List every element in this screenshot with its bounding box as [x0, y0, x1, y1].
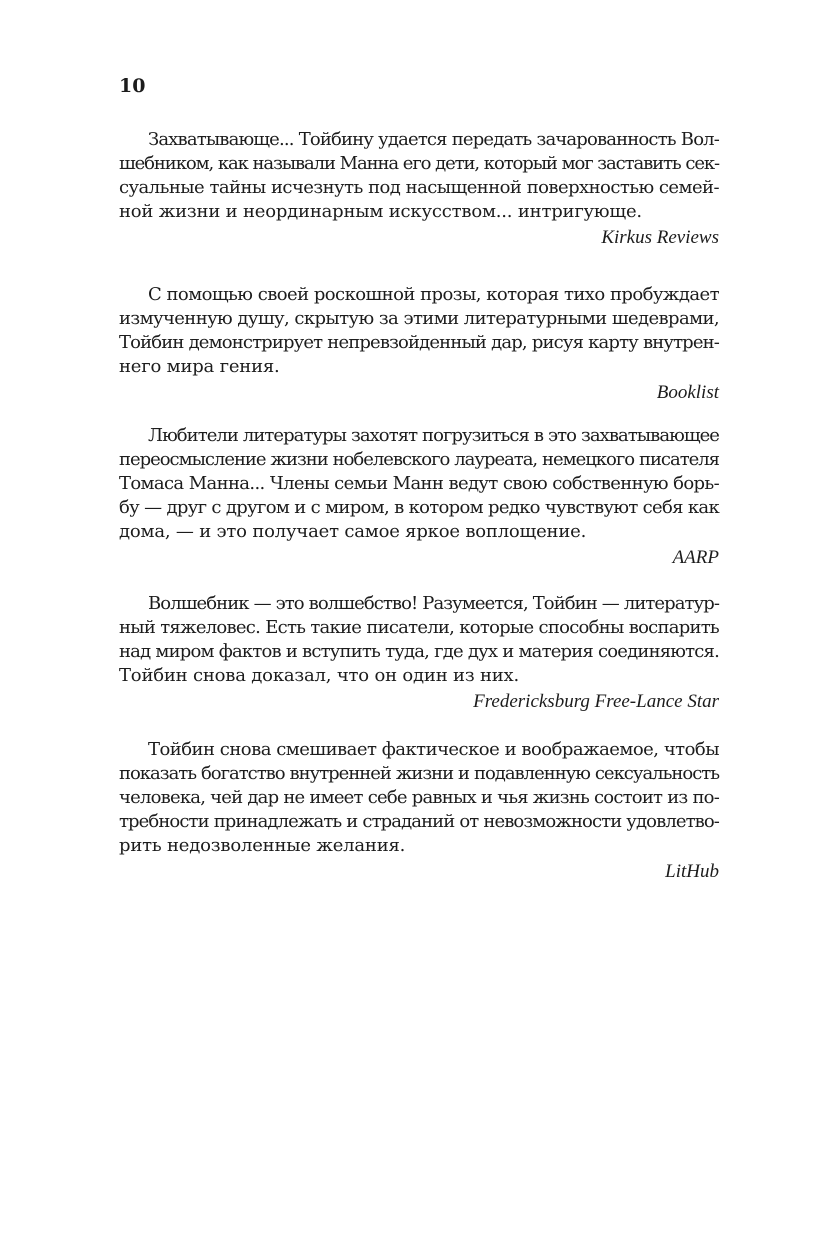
review-line: измученную душу, скрытую за этими литературными шедеврами,: [119, 308, 719, 329]
review-line: человека, чей дар не имеет себе равных и чья жизнь состоит из по-: [119, 787, 719, 808]
review-block-booklist: [119, 283, 719, 405]
review-line: суальные тайны исчезнуть под насыщенной поверхностью семей-: [119, 177, 719, 198]
review-line: Тойбин снова доказал, что он один из них.: [119, 665, 520, 686]
page-number: 10: [119, 75, 146, 97]
review-line: Любители литературы захотят погрузиться в это захватывающее: [148, 425, 719, 446]
review-source: Fredericksburg Free-Lance Star: [473, 691, 719, 712]
review-line: него мира гения.: [119, 356, 280, 377]
review-line: требности принадлежать и страданий от невозможности удовлетво-: [119, 811, 719, 832]
review-source: LitHub: [665, 861, 719, 882]
review-line: над миром фактов и вступить туда, где дух и материя соединяются.: [119, 641, 719, 662]
review-line: шебником, как называли Манна его дети, который мог заставить сек-: [119, 153, 719, 174]
review-line: переосмысление жизни нобелевского лауреата, немецкого писателя: [119, 449, 719, 470]
review-line: показать богатство внутренней жизни и подавленную сексуальность: [119, 763, 719, 784]
review-source: Booklist: [656, 382, 719, 403]
review-line: дома, — и это получает самое яркое воплощение.: [119, 521, 587, 542]
review-block-fredericksburg: [119, 592, 719, 714]
review-line: Захватывающе... Тойбину удается передать зачарованность Вол-: [148, 129, 719, 150]
review-block-kirkus: [119, 128, 719, 250]
review-line: Тойбин снова смешивает фактическое и воображаемое, чтобы: [148, 739, 719, 760]
review-line: бу — друг с другом и с миром, в котором редко чувствуют себя как: [119, 497, 719, 518]
review-source: AARP: [672, 547, 719, 568]
review-line: ный тяжеловес. Есть такие писатели, которые способны воспарить: [119, 617, 719, 638]
review-line: Томаса Манна... Члены семьи Манн ведут свою собственную борь-: [119, 473, 719, 494]
review-line: Волшебник — это волшебство! Разумеется, Тойбин — литератур-: [148, 593, 719, 614]
review-line: рить недозволенные желания.: [119, 835, 406, 856]
review-source: Kirkus Reviews: [601, 227, 719, 248]
review-line: Тойбин демонстрирует непревзойденный дар, рисуя карту внутрен-: [119, 332, 719, 353]
review-block-aarp: [119, 424, 719, 570]
review-line: С помощью своей роскошной прозы, которая тихо пробуждает: [148, 284, 719, 305]
review-block-lithub: [119, 738, 719, 884]
review-line: ной жизни и неординарным искусством... интригующе.: [119, 201, 642, 222]
